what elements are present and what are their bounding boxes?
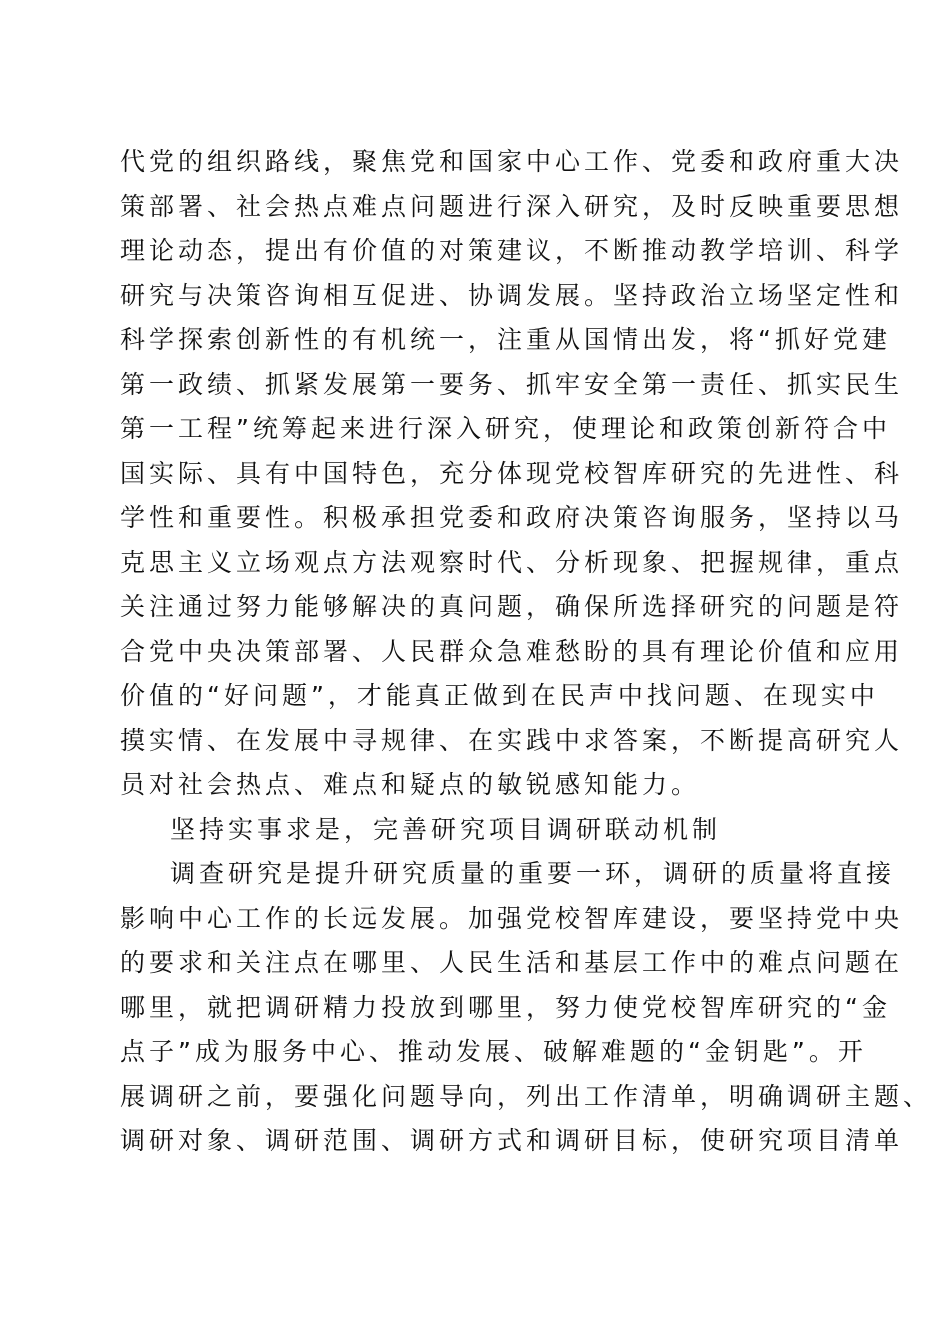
- text-line: 科学探索创新性的有机统一，注重从国情出发，将“抓好党建: [120, 325, 891, 354]
- text-line: 点子”成为服务中心、推动发展、破解难题的“金钥匙”。开: [120, 1037, 867, 1066]
- text-line: 学性和重要性。积极承担党委和政府决策咨询服务，坚持以马: [120, 503, 904, 532]
- text-line: 理论动态，提出有价值的对策建议，不断推动教学培训、科学: [120, 236, 904, 265]
- text-line: 调研对象、调研范围、调研方式和调研目标，使研究项目清单: [120, 1126, 904, 1155]
- text-line: 合党中央决策部署、人民群众急难愁盼的具有理论价值和应用: [120, 636, 904, 666]
- text-line: 策部署、社会热点难点问题进行深入研究，及时反映重要思想: [120, 191, 904, 221]
- text-line: 代党的组织路线，聚焦党和国家中心工作、党委和政府重大决: [120, 147, 904, 176]
- section-heading: 坚持实事求是，完善研究项目调研联动机制: [170, 814, 722, 844]
- text-line: 国实际、具有中国特色，充分体现党校智库研究的先进性、科: [120, 458, 904, 488]
- text-line: 员对社会热点、难点和疑点的敏锐感知能力。: [120, 770, 701, 799]
- text-line: 影响中心工作的长远发展。加强党校智库建设，要坚持党中央: [120, 903, 904, 933]
- text-line: 摸实情、在发展中寻规律、在实践中求答案，不断提高研究人: [120, 725, 904, 755]
- document-body: [120, 140, 933, 1164]
- text-line: 第一政绩、抓紧发展第一要务、抓牢安全第一责任、抓实民生: [120, 369, 904, 399]
- text-line: 哪里，就把调研精力投放到哪里，努力使党校智库研究的“金: [120, 992, 891, 1022]
- text-line: 价值的“好问题”，才能真正做到在民声中找问题、在现实中: [120, 681, 879, 710]
- text-line: 第一工程”统筹起来进行深入研究，使理论和政策创新符合中: [120, 414, 891, 443]
- text-line: 展调研之前，要强化问题导向，列出工作清单，明确调研主题、: [120, 1081, 933, 1111]
- text-line: 研究与决策咨询相互促进、协调发展。坚持政治立场坚定性和: [120, 280, 904, 310]
- text-line: 的要求和关注点在哪里、人民生活和基层工作中的难点问题在: [120, 948, 904, 977]
- paragraph-first-line: 调查研究是提升研究质量的重要一环，调研的质量将直接: [170, 859, 896, 888]
- text-line: 关注通过努力能够解决的真问题，确保所选择研究的问题是符: [120, 592, 904, 621]
- text-line: 克思主义立场观点方法观察时代、分析现象、把握规律，重点: [120, 547, 904, 577]
